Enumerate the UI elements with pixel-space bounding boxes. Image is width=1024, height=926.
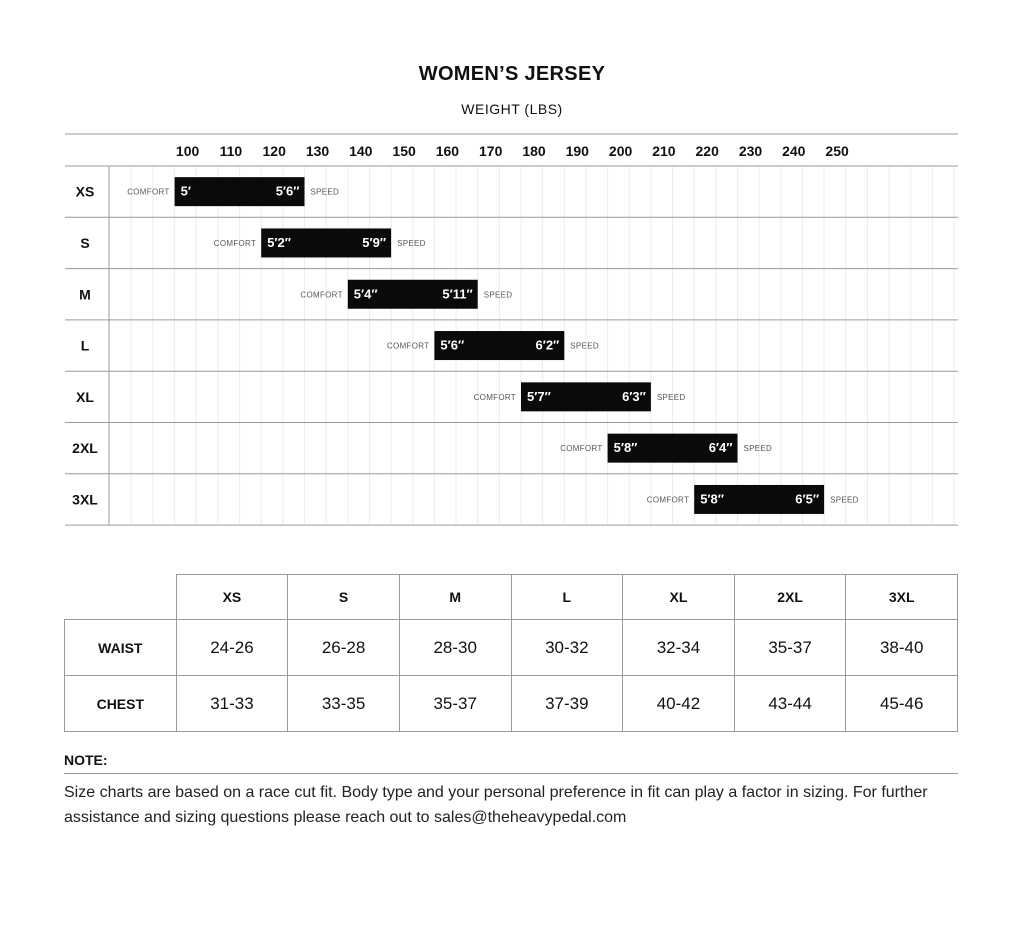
column-header: S [288,575,400,620]
speed-label: SPEED [483,290,513,300]
table-cell: 37-39 [511,676,623,732]
weight-tick-label: 140 [349,143,373,159]
comfort-label: COMFORT [213,238,257,248]
weight-tick-label: 150 [392,143,416,159]
row-label: CHEST [65,676,177,732]
weight-tick-label: 190 [565,143,589,159]
row-label: WAIST [65,620,177,676]
weight-tick-label: 200 [608,143,633,159]
comfort-label: COMFORT [386,341,430,351]
speed-height: 5′6″ [275,183,300,199]
table-cell: 35-37 [399,676,511,732]
table-cell: 45-46 [846,676,958,732]
speed-height: 6′3″ [622,388,646,404]
size-label: L [80,337,90,354]
size-label: XS [75,183,95,200]
table-cell: 28-30 [399,620,511,676]
page-title: WOMEN’S JERSEY [418,63,606,85]
speed-label: SPEED [310,187,340,197]
comfort-height: 5′8″ [613,440,638,456]
weight-tick-label: 180 [522,143,546,159]
table-cell: 32-34 [623,620,735,676]
table-corner [65,575,177,620]
speed-height: 6′2″ [535,337,560,353]
comfort-label: COMFORT [646,495,690,505]
weight-tick-label: 120 [262,143,286,159]
speed-height: 5′11″ [442,286,473,302]
weight-tick-label: 170 [479,143,503,159]
note-divider [64,773,958,774]
speed-height: 6′4″ [708,440,733,456]
table-cell: 33-35 [288,676,400,732]
table-cell: 40-42 [623,676,735,732]
weight-tick-label: 110 [219,143,243,159]
speed-height: 6′5″ [795,491,820,507]
comfort-height: 5′2″ [267,234,292,250]
table-row-waist [65,620,958,676]
comfort-height: 5′ [180,183,191,199]
speed-label: SPEED [397,238,426,248]
speed-label: SPEED [830,495,859,505]
speed-label: SPEED [743,444,773,454]
table-cell: 43-44 [734,676,846,732]
speed-label: SPEED [570,341,599,351]
size-label: 2XL [72,440,98,457]
size-label: 3XL [72,491,98,508]
size-row-3xl [72,485,859,514]
table-cell: 26-28 [288,620,400,676]
comfort-height: 5′7″ [527,388,551,404]
size-row-xl [76,382,685,411]
table-cell: 31-33 [176,676,288,732]
table-cell: 35-37 [734,620,846,676]
note-text: Size charts are based on a race cut fit. Body type and your personal preference in fit can play a factor in sizing. For further assistance and sizing questions please reach out to sales@theheavypedal.com [64,784,928,826]
weight-tick-labels [176,143,849,159]
size-label: S [80,234,90,251]
table-cell: 38-40 [846,620,958,676]
column-header: L [511,575,623,620]
size-label: XL [76,388,94,405]
comfort-label: COMFORT [127,187,170,197]
weight-tick-label: 210 [652,143,676,159]
comfort-height: 5′4″ [353,286,378,302]
weight-tick-label: 240 [782,143,806,159]
table-row-chest [65,676,958,732]
comfort-label: COMFORT [560,444,603,454]
table-cell: 24-26 [176,620,288,676]
comfort-height: 5′6″ [440,337,465,353]
speed-label: SPEED [656,392,686,402]
size-row-xs [76,177,339,206]
weight-tick-label: 250 [825,143,849,159]
comfort-label: COMFORT [473,392,516,402]
column-header: M [399,575,511,620]
size-row-m [79,280,512,309]
note-title: NOTE: [64,752,108,768]
size-row-l [81,331,599,360]
weight-tick-label: 160 [435,143,460,159]
weight-tick-label: 130 [305,143,330,159]
column-header: 3XL [846,575,958,620]
speed-height: 5′9″ [362,234,387,250]
size-label: M [79,286,91,303]
weight-tick-label: 100 [175,143,200,159]
column-header: XS [176,575,288,620]
measurement-table [64,574,958,732]
column-header: 2XL [734,575,846,620]
weight-tick-label: 230 [738,143,763,159]
comfort-height: 5′8″ [700,491,725,507]
size-rows [72,177,859,514]
size-row-2xl [72,434,772,463]
table-cell: 30-32 [511,620,623,676]
measurement-header-row [65,575,958,620]
column-header: XL [623,575,735,620]
chart-subtitle: WEIGHT (LBS) [461,101,563,117]
comfort-label: COMFORT [300,290,343,300]
size-row-s [80,228,425,257]
weight-tick-label: 220 [695,143,719,159]
